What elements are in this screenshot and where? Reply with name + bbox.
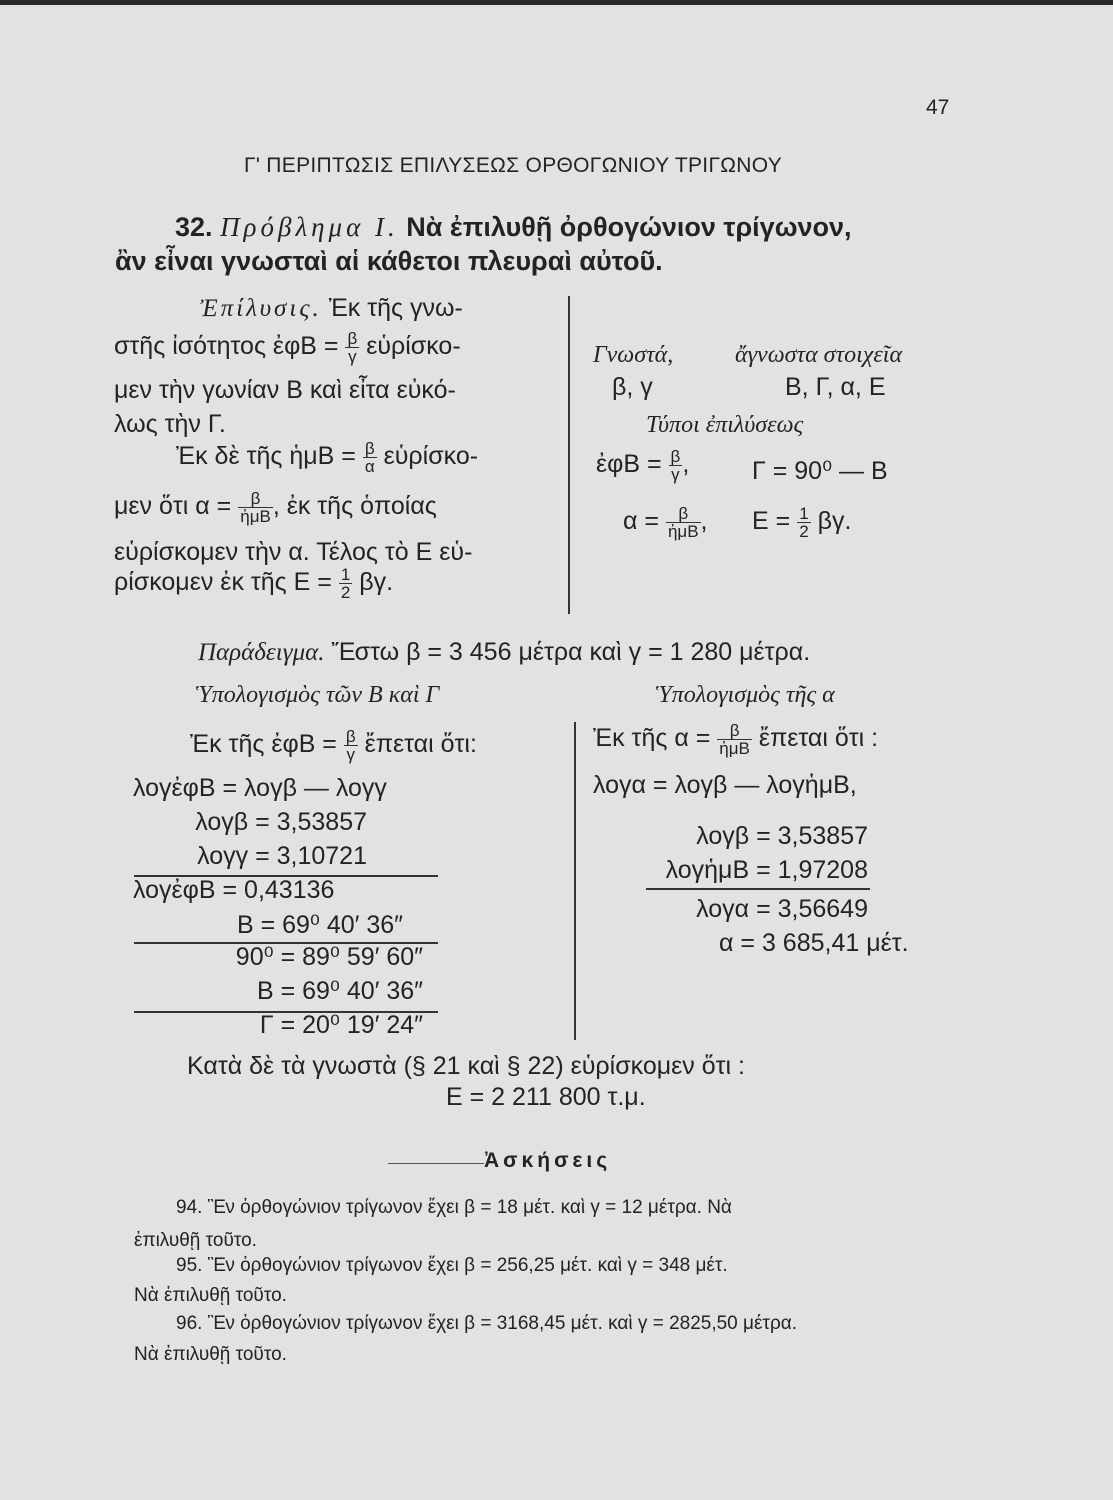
formulas-header: Τύποι ἐπιλύσεως [646,412,804,438]
solution-line-6 [114,490,437,525]
exercise-94-line-2: ἐπιλυθῇ τοῦτο. [134,1230,257,1251]
exercises-heading: Ἀσκήσεις [484,1149,612,1172]
problem-number: 32. [175,212,213,242]
unknown-values: Β, Γ, α, Ε [785,373,886,401]
right-calc-row-4: λογα = 3,56649 [696,895,868,923]
formula-fraction-one-half: $\frac{1}{2}$ [799,504,809,541]
fraction-beta-over-sinB: $\frac{\beta}{\text{ἡμΒ}}$ [240,489,271,526]
left-calc-row-5: Β = 69⁰ 40′ 36″ [236,911,403,939]
formula-fraction-beta-over-sinB: $\frac{\beta}{\text{ἡμΒ}}$ [667,504,699,541]
fraction-one-half: $\frac{1}{2}$ [340,565,351,602]
right-calc-row-1: λογα = λογβ — λογἡμΒ, [593,771,857,799]
left-calc-row-4: λογἐφΒ = 0,43136 [133,876,335,904]
left-calc-row-6: 90⁰ = 89⁰ 59′ 60″ [235,943,423,971]
left-calc-fraction: $\frac{\beta}{\gamma}$ [345,727,356,764]
right-calc-intro-b: ἔπεται ὅτι : [758,724,879,753]
fraction-beta-over-alpha: $\frac{\beta}{\alpha}$ [364,439,375,476]
unknown-header: ἄγνωστα στοιχεῖα [735,342,903,368]
exercises-heading-rule [388,1163,484,1164]
left-calc-row-3: λογγ = 3,10721 [197,842,367,870]
left-calc-intro-a: Ἐκ τῆς ἐφΒ = [190,730,337,759]
right-calc-row-5: α = 3 685,41 μέτ. [719,929,909,957]
column-divider-bottom [574,722,576,1040]
solution-text-8a: ρίσκομεν ἐκ τῆς Ε = [114,568,332,597]
formula-tanB [596,448,689,483]
right-calc-intro-a: Ἐκ τῆς α = [593,724,711,753]
solution-line-2 [114,330,461,365]
problem-label: Πρόβλημα Ι. [220,212,399,242]
solution-label: Ἐπίλυσις. [200,295,322,322]
known-header: Γνωστά, [593,342,674,368]
column-divider-top [568,296,570,614]
left-calc-row-2: λογβ = 3,53857 [195,808,367,836]
solution-line-1 [200,294,463,323]
formula-tanB-left: ἐφΒ = [596,450,662,479]
solution-text-2b: εὑρίσκο- [366,332,461,361]
example-label: Παράδειγμα. [198,639,325,666]
solution-line-3: μεν τὴν γωνίαν Β καὶ εἶτα εὐκό- [114,376,456,404]
formula-comma-2: , [700,507,708,536]
right-calc-row-2: λογβ = 3,53857 [696,822,868,850]
solution-line-7: εὑρίσκομεν τὴν α. Τέλος τὸ Ε εὑ- [114,538,473,566]
left-calc-header: Ὑπολογισμὸς τῶν Β καὶ Γ [196,682,440,708]
solution-text-2a: στῆς ἰσότητος ἐφΒ = [114,332,339,361]
section-heading: Γ' ΠΕΡΙΠΤΩΣΙΣ ΕΠΙΛΥΣΕΩΣ ΟΡΘΟΓΩΝΙΟΥ ΤΡΙΓΩΝΟΥ [244,154,783,177]
left-calc-row-7: Β = 69⁰ 40′ 36″ [256,977,423,1005]
solution-text-1: Ἐκ τῆς γνω- [328,294,463,322]
left-calc-intro-b: ἔπεται ὅτι: [364,730,477,759]
scan-top-edge [0,0,1113,5]
right-calc-fraction: $\frac{\beta}{\text{ἡμΒ}}$ [719,721,750,758]
problem-statement-line-1 [175,212,852,243]
conclusion-line-1: Κατὰ δὲ τὰ γνωστὰ (§ 21 καὶ § 22) εὑρίσκομεν ὅτι : [187,1052,745,1080]
solution-text-6a: μεν ὅτι α = [114,492,232,521]
formula-comma-1: , [682,450,690,479]
exercise-95-line-2: Νὰ ἐπιλυθῇ τοῦτο. [134,1285,287,1306]
left-calc-row-8: Γ = 20⁰ 19′ 24″ [259,1011,423,1039]
page-number: 47 [926,96,950,119]
right-calc-header: Ὑπολογισμὸς τῆς α [656,682,835,708]
example-line [198,638,810,667]
known-values: β, γ [612,373,653,401]
solution-text-5b: εὑρίσκο- [383,442,479,471]
exercise-95-line-1: 95. Ἓν ὀρθογώνιον τρίγωνον ἔχει β = 256,25 μέτ. καὶ γ = 348 μέτ. [176,1255,728,1276]
right-calc-intro [593,722,878,757]
left-calc-intro [190,728,477,763]
solution-text-8b: βγ. [359,568,394,597]
solution-line-5 [176,440,478,475]
formula-alpha [623,505,708,540]
solution-text-5a: Ἐκ δὲ τῆς ἡμΒ = [176,442,356,471]
formula-area-right: βγ. [817,507,852,536]
formula-area-left: Ε = [752,507,791,536]
formula-gamma: Γ = 90⁰ — Β [752,457,888,485]
solution-text-6b: , ἐκ τῆς ὁποίας [272,492,437,521]
solution-line-4: λως τὴν Γ. [114,410,226,438]
right-calc-row-3: λογἡμΒ = 1,97208 [665,856,868,884]
left-calc-row-1: λογἐφΒ = λογβ — λογγ [133,774,387,802]
formula-area [752,505,851,540]
solution-line-8 [114,566,393,601]
fraction-beta-over-gamma: $\frac{\beta}{\gamma}$ [347,329,358,366]
example-text: Ἔστω β = 3 456 μέτρα καὶ γ = 1 280 μέτρα. [331,638,811,666]
exercise-96-line-1: 96. Ἓν ὀρθογώνιον τρίγωνον ἔχει β = 3168,45 μέτ. καὶ γ = 2825,50 μέτρα. [176,1313,798,1334]
formula-alpha-left: α = [623,507,659,536]
formula-fraction-beta-over-gamma: $\frac{\beta}{\gamma}$ [670,447,681,484]
exercise-94-line-1: 94. Ἓν ὀρθογώνιον τρίγωνον ἔχει β = 18 μέτ. καὶ γ = 12 μέτρα. Νὰ [176,1197,732,1218]
conclusion-line-2: Ε = 2 211 800 τ.μ. [446,1083,646,1111]
exercise-96-line-2: Νὰ ἐπιλυθῇ τοῦτο. [134,1344,287,1365]
problem-statement-text-1: Νὰ ἐπιλυθῇ ὀρθογώνιον τρίγωνον, [406,212,852,242]
right-calc-rule [646,888,870,890]
problem-statement-line-2: ἂν εἶναι γνωσταὶ αἱ κάθετοι πλευραὶ αὐτοῦ. [115,246,663,276]
